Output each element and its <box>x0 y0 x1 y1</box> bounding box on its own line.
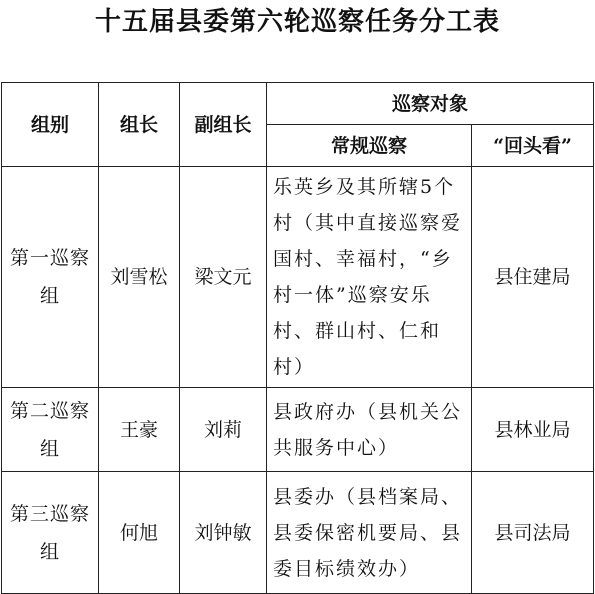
leader-cell: 刘雪松 <box>99 167 180 388</box>
header-deputy: 副组长 <box>180 83 267 167</box>
routine-cell: 县政府办（县机关公共服务中心） <box>267 388 472 472</box>
header-group: 组别 <box>2 83 99 167</box>
routine-cell: 乐英乡及其所辖5个村（其中直接巡察爱国村、幸福村，“乡村一体”巡察安乐村、群山村、仁和村） <box>267 167 472 388</box>
table-row <box>2 472 594 594</box>
deputy-cell: 刘莉 <box>180 388 267 472</box>
header-row-1 <box>2 83 594 125</box>
routine-cell: 县委办（县档案局、县委保密机要局、县委目标绩效办） <box>267 472 472 594</box>
header-leader: 组长 <box>99 83 180 167</box>
lookback-cell: 县司法局 <box>472 472 594 594</box>
lookback-cell: 县林业局 <box>472 388 594 472</box>
header-lookback: “回头看” <box>472 125 594 167</box>
leader-cell: 何旭 <box>99 472 180 594</box>
group-cell: 第二巡察组 <box>2 388 99 472</box>
deputy-cell: 刘钟敏 <box>180 472 267 594</box>
leader-cell: 王豪 <box>99 388 180 472</box>
table-row <box>2 167 594 388</box>
header-target: 巡察对象 <box>267 83 594 125</box>
lookback-cell: 县住建局 <box>472 167 594 388</box>
table-row <box>2 388 594 472</box>
header-routine: 常规巡察 <box>267 125 472 167</box>
group-cell: 第一巡察组 <box>2 167 99 388</box>
deputy-cell: 梁文元 <box>180 167 267 388</box>
page-title: 十五届县委第六轮巡察任务分工表 <box>94 7 500 37</box>
group-cell: 第三巡察组 <box>2 472 99 594</box>
task-assignment-table <box>1 82 594 594</box>
